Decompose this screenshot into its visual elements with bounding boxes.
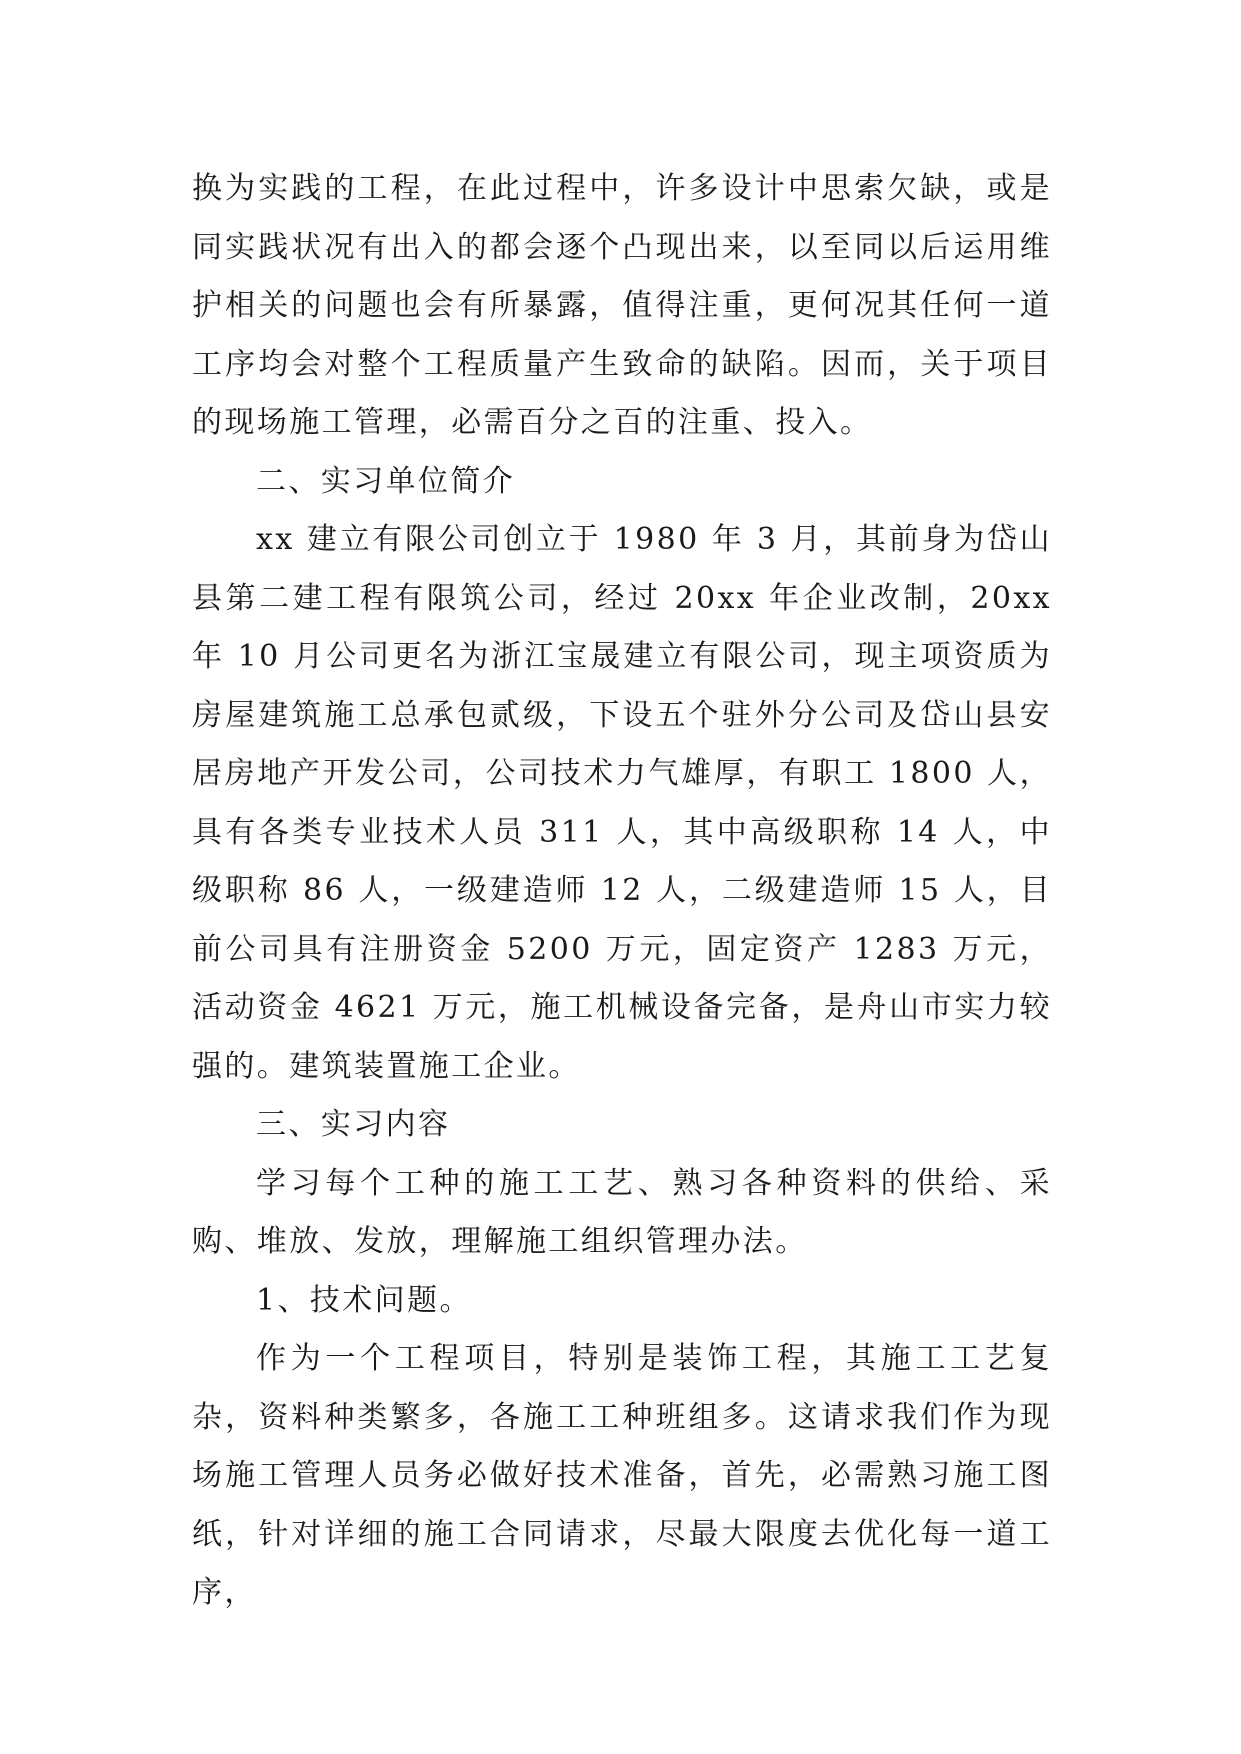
section-heading-internship-content: 三、实习内容 (256, 1107, 451, 1142)
paragraph-technical-issues: 作为一个工程项目，特别是装饰工程，其施工工艺复杂，资料种类繁多，各施工工种班组多。这请求我们作为现场施工管理人员务必做好技术准备，首先，必需熟习施工图纸，针对详细的施工合同请求，尽最大限度去优化每一道工序， (192, 1341, 1052, 1610)
section-heading-company-intro: 二、实习单位简介 (256, 463, 516, 499)
paragraph-continuation: 换为实践的工程，在此过程中，许多设计中思索欠缺，或是同实践状况有出入的都会逐个凸现出来，以至同以后运用维护相关的问题也会有所暴露，值得注重，更何况其任何一道工序均会对整个工程质量产生致命的缺陷。因而，关于项目的现场施工管理，必需百分之百的注重、投入。 (192, 171, 1052, 440)
paragraph-company-intro: xx 建立有限公司创立于 1980 年 3 月，其前身为岱山县第二建工程有限筑公司，经过 20xx 年企业改制，20xx 年 10 月公司更名为浙江宝晟建立有限公司，现主项资质为房屋建筑施工总承包贰级，下设五个驻外分公司及岱山县安居房地产开发公司，公司技术力气雄厚，有职工 1800 人，具有各类专业技术人员 311 人，其中高级职称 14 人，中级职称 86 人，一级建造师 12 人，二级建造师 15 人，目前公司具有注册资金 5200 万元，固定资产 1283 万元，活动资金 4621 万元，施工机械设备完备，是舟山市实力较强的。建筑装置施工企业。 (192, 522, 1052, 1084)
document-body (192, 160, 1052, 1623)
paragraph-internship-content: 学习每个工种的施工工艺、熟习各种资料的供给、采购、堆放、发放，理解施工组织管理办法。 (192, 1165, 1052, 1259)
subsection-heading-technical-issues: 1、技术问题。 (256, 1282, 472, 1318)
